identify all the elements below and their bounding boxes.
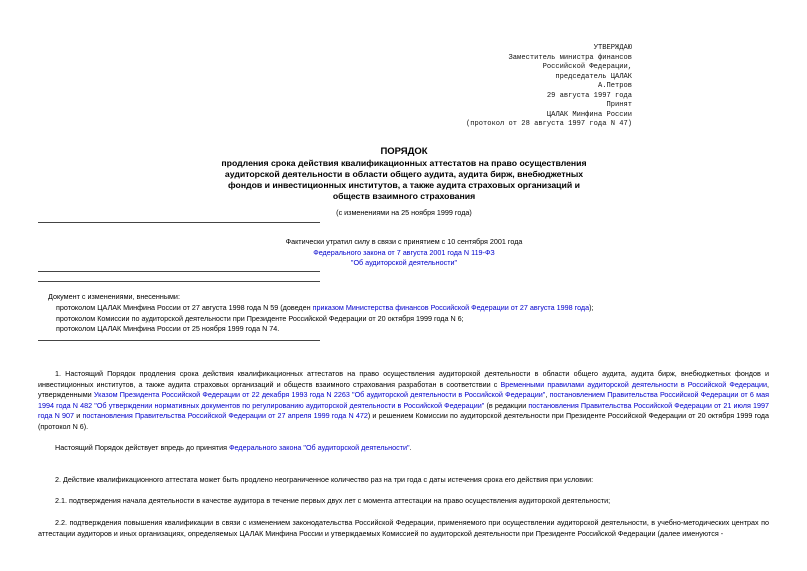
- temp-rules-link[interactable]: Временными правилами аудиторской деятельности в Российской Федерации: [500, 379, 767, 389]
- title-line: фондов и инвестиционных институтов, а также аудита страховых организаций и: [228, 180, 580, 190]
- paragraph-effect: Настоящий Порядок действует впредь до принятия Федерального закона "Об аудиторской деятельности".: [55, 443, 412, 452]
- paragraph-1: 1. Настоящий Порядок продления срока действия квалификационных аттестатов на право осуществления аудиторской деятельности в области общего аудита, аудита бирж, внебюджетных фондов и инвестиционных институтов, а также аудита страховых организаций и обществ взаимного страхования разработан в соответствии с Временными правилами аудиторской деятельности в Российской Федерации, утвержденными Указом Президента Российской Федерации от 22 декабря 1993 года N 2263 "Об аудиторской деятельности в Российской Федерации", постановлением Правительства Российской Федерации от 6 мая 1994 года N 482 "Об утверждении нормативных документов по регулированию аудиторской деятельности в Российской Федерации" (в редакции постановления Правительства Российской Федерации от 21 июля 1997 года N 907 и постановления Правительства Российской Федерации от 27 апреля 1999 года N 472) и решением Комиссии по аудиторской деятельности при Президенте Российской Федерации от 20 октября 1999 года (протокол N 6).: [38, 369, 769, 431]
- amendment-item: протоколом ЦАЛАК Минфина России от 25 ноября 1999 года N 74.: [56, 324, 280, 334]
- amendments-intro: Документ с изменениями, внесенными:: [48, 292, 180, 301]
- resolution-907-link[interactable]: постановления Правительства Российской Федерации от 21 июля 1997 года N 907: [38, 400, 769, 421]
- approval-line: Заместитель министра финансов: [508, 53, 632, 62]
- amendment-item: протоколом ЦАЛАК Минфина России от 27 августа 1998 года N 59 (доведен приказом Министерства финансов Российской Федерации от 27 августа 1998 года);: [56, 302, 594, 312]
- paragraph-2-1: 2.1. подтверждения начала деятельности в качестве аудитора в течение первых двух лет с момента аттестации на право осуществления аудиторской деятельности;: [55, 496, 611, 505]
- title-line: аудиторской деятельности в области общего аудита, аудита бирж, внебюджетных: [224, 169, 584, 179]
- lost-force-notice: [200, 237, 608, 269]
- title-heading: ПОРЯДОК: [380, 146, 428, 157]
- approval-line: А.Петров: [597, 82, 632, 90]
- approval-block: [509, 44, 632, 101]
- resolution-482-link[interactable]: постановлением Правительства Российской Федерации от 6 мая 1994 года N 482 "Об утверждении нормативных документов по регулированию аудиторской деятельности в Российской Федерации": [38, 390, 769, 410]
- divider: [38, 271, 320, 272]
- resolution-472-link[interactable]: постановления Правительства Российской Федерации от 27 апреля 1999 года N 472: [82, 411, 368, 421]
- paragraph-2-2: 2.2. подтверждения повышения квалификации в связи с изменением законодательства Российской Федерации, применяемого при осуществлении аудиторской деятельности, в учебно-методических центрах по аттестации аудиторов и иных организациях, определяемых ЦАЛАК Минфина России и утверждаемых Комиссией по аудиторской деятельности при Президенте Российской Федерации (далее именуются -: [38, 518, 769, 538]
- approval-line: Российской Федерации,: [542, 63, 632, 71]
- lost-force-text: Фактически утратил силу в связи с принятием с 10 сентября 2001 года: [285, 237, 523, 246]
- federal-law-link[interactable]: Федерального закона "Об аудиторской деятельности": [229, 443, 410, 452]
- law-link[interactable]: Федерального закона от 7 августа 2001 года N 119-ФЗ: [313, 247, 495, 257]
- law-name-link[interactable]: "Об аудиторской деятельности": [350, 258, 458, 267]
- title-line: продления срока действия квалификационных аттестатов на право осуществления: [221, 158, 587, 168]
- accepted-line: Принят: [606, 101, 632, 109]
- accepted-block: [466, 101, 632, 130]
- divider: [38, 281, 320, 282]
- paragraph-2: 2. Действие квалификационного аттестата может быть продлено неограниченное количество раз на три года с даты истечения срока его действия при условии:: [55, 475, 594, 484]
- approval-line: УТВЕРЖДАЮ: [593, 44, 632, 52]
- approval-line: 29 августа 1997 года: [546, 91, 632, 100]
- decree-link[interactable]: Указом Президента Российской Федерации от 22 декабря 1993 года N 2263 "Об аудиторской деятельности в Российской Федерации": [93, 390, 546, 400]
- amendments-list: [48, 292, 768, 335]
- accepted-line: ЦАЛАК Минфина России: [546, 110, 632, 119]
- title-line: обществ взаимного страхования: [332, 191, 476, 201]
- divider: [38, 340, 320, 341]
- approval-line: председатель ЦАЛАК: [555, 72, 632, 81]
- accepted-line: (протокол от 28 августа 1997 года N 47): [465, 120, 632, 128]
- document-title: [200, 146, 608, 202]
- changes-note: (с изменениями на 25 ноября 1999 года): [336, 208, 472, 217]
- divider: [38, 222, 320, 223]
- amendment-item: протоколом Комиссии по аудиторской деятельности при Президенте Российской Федерации от 20 октября 1999 года N 6;: [56, 313, 464, 323]
- order-link[interactable]: приказом Министерства финансов Российской Федерации от 27 августа 1998 года: [312, 302, 590, 312]
